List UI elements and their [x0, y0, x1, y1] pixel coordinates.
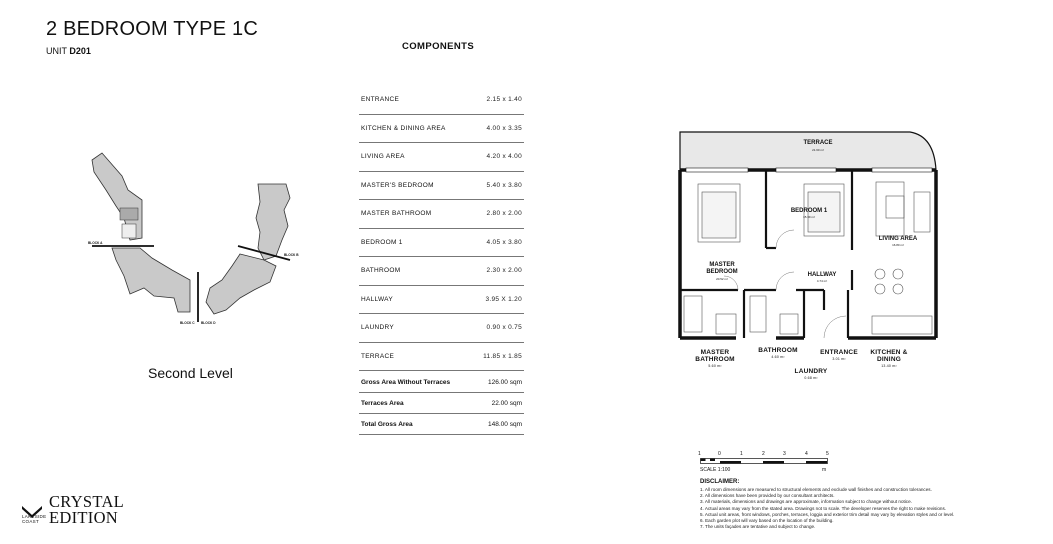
component-size: 2.30 x 2.00 — [469, 257, 524, 286]
window — [872, 168, 932, 172]
table-row — [359, 393, 524, 414]
table-row — [359, 200, 524, 229]
scale-label: SCALE 1:100 — [700, 467, 731, 473]
dining-chair — [875, 284, 885, 294]
component-size: 4.20 x 4.00 — [469, 143, 524, 172]
scale-tick: 5 — [826, 451, 829, 457]
room-label: MASTER — [709, 262, 735, 268]
building-block — [256, 184, 290, 260]
kitchen-counter — [872, 316, 932, 334]
component-name: BATHROOM — [359, 257, 469, 286]
disclaimer-item: 5. Actual unit areas, front windows, porches, terraces, loggia and exterior trim detail may vary by elevation styles and or level. — [700, 511, 955, 517]
component-size: 5.40 x 3.80 — [469, 171, 524, 200]
table-row — [359, 228, 524, 257]
unit-highlight — [122, 224, 136, 238]
room-label-laundry: LAUNDRY 0.68 m² — [794, 368, 828, 380]
component-name: HALLWAY — [359, 285, 469, 314]
disclaimer-item: 6. Each garden plot will vary based on the location of the building. — [700, 518, 834, 524]
room-label: BEDROOM 1 — [790, 208, 828, 214]
door-swing — [776, 272, 794, 290]
unit-label: UNIT — [46, 46, 67, 56]
floor-plan-drawing — [676, 130, 941, 345]
room-label-entrance: ENTRANCE 3.01 m² — [820, 349, 858, 361]
table-row — [359, 114, 524, 143]
component-size: 2.15 x 1.40 — [469, 86, 524, 114]
window — [686, 168, 748, 172]
component-name: LIVING AREA — [359, 143, 469, 172]
scale-tick: 3 — [783, 451, 786, 457]
component-size: 0.90 x 0.75 — [469, 314, 524, 343]
component-name: MASTER BATHROOM — [359, 200, 469, 229]
room-area: 15.39 m² — [803, 215, 815, 219]
areas-table — [359, 372, 524, 435]
component-size: 2.80 x 2.00 — [469, 200, 524, 229]
component-size: 4.00 x 3.35 — [469, 114, 524, 143]
room-label-master-bathroom: MASTER BATHROOM 5.60 m² — [695, 349, 735, 368]
component-name: TERRACE — [359, 342, 469, 371]
room-area: 21.60 m² — [812, 148, 824, 152]
sofa — [876, 182, 904, 236]
block-label: BLOCK A — [88, 241, 103, 245]
components-title: COMPONENTS — [402, 41, 475, 52]
page-title: 2 BEDROOM TYPE 1C — [46, 18, 258, 40]
table-row — [359, 86, 524, 114]
scale-unit: m — [822, 467, 827, 473]
room-area: 20.52 m² — [716, 277, 728, 281]
disclaimer-item: 1. All room dimensions are measured to structural elements and exclude wall finishes and construction tolerances. — [700, 487, 932, 492]
area-name: Terraces Area — [359, 393, 475, 414]
bath-fixture — [716, 314, 736, 334]
room-area: 4.74 m² — [816, 279, 828, 283]
block-label: BLOCK B — [284, 253, 299, 257]
component-size: 11.85 x 1.85 — [469, 342, 524, 371]
room-label-bathroom: BATHROOM 4.60 m² — [758, 347, 798, 359]
terrace-area — [680, 132, 936, 170]
room-label: LIVING AREA — [878, 236, 918, 242]
area-value: 22.00 sqm — [475, 393, 524, 414]
table-row — [359, 342, 524, 371]
room-label: BEDROOM — [706, 269, 738, 275]
scale-tick: 2 — [762, 451, 765, 457]
table-row — [359, 372, 524, 393]
component-name: KITCHEN & DINING AREA — [359, 114, 469, 143]
table-row — [359, 257, 524, 286]
scale-bar — [700, 458, 830, 465]
sofa — [914, 192, 930, 232]
disclaimer-text — [700, 487, 1040, 530]
building-block — [112, 248, 190, 312]
unit-code: D201 — [69, 46, 91, 56]
area-value: 148.00 sqm — [475, 414, 524, 435]
component-size: 3.95 X 1.20 — [469, 285, 524, 314]
room-label: HALLWAY — [807, 272, 837, 278]
dining-chair — [875, 269, 885, 279]
scale-tick: 1 — [740, 451, 743, 457]
room-area: 16.80 m² — [892, 243, 904, 247]
dining-chair — [893, 269, 903, 279]
component-name: BEDROOM 1 — [359, 228, 469, 257]
table-row — [359, 143, 524, 172]
unit-highlight — [120, 208, 138, 220]
components-table — [359, 86, 524, 371]
area-name: Gross Area Without Terraces — [359, 372, 475, 393]
area-value: 126.00 sqm — [475, 372, 524, 393]
component-name: LAUNDRY — [359, 314, 469, 343]
table-row — [359, 414, 524, 435]
unit-line — [46, 46, 91, 56]
component-name: ENTRANCE — [359, 86, 469, 114]
component-name: MASTER'S BEDROOM — [359, 171, 469, 200]
disclaimer-item: 4. Actual areas may vary from the stated area. Drawings not to scale. The developer reserves the right to make revisions. — [700, 505, 947, 511]
door-swing — [824, 316, 846, 338]
door-swing — [776, 230, 794, 248]
disclaimer-title: DISCLAIMER: — [700, 479, 740, 485]
disclaimer-item: 2. All dimensions have been provided by our consultant architects. — [700, 493, 835, 499]
table-row — [359, 171, 524, 200]
bed — [702, 192, 736, 238]
component-size: 4.05 x 3.80 — [469, 228, 524, 257]
table-row — [359, 314, 524, 343]
bath-fixture — [684, 296, 702, 332]
scale-tick: 1 — [698, 451, 701, 457]
scale-tick: 0 — [718, 451, 721, 457]
building-block — [206, 254, 276, 314]
logo-small-text: LAKESIDE COAST — [22, 514, 47, 524]
dining-chair — [893, 284, 903, 294]
scale-tick: 4 — [805, 451, 808, 457]
room-label: TERRACE — [803, 140, 833, 146]
table — [886, 196, 904, 218]
key-plan-drawing — [80, 148, 320, 328]
disclaimer-item: 7. The units façades are tentative and subject to change. — [700, 524, 816, 530]
area-name: Total Gross Area — [359, 414, 475, 435]
room-label-kitchen: KITCHEN & DINING 13.40 m² — [870, 349, 908, 368]
bath-fixture — [750, 296, 766, 332]
logo-wordmark: CRYSTAL EDITION — [49, 492, 125, 527]
table-row — [359, 285, 524, 314]
level-label: Second Level — [148, 365, 233, 381]
disclaimer-item: 3. All materials, dimensions and drawings are approximate, information subject to change without notice. — [700, 499, 912, 505]
window — [776, 168, 836, 172]
block-label: BLOCK C — [180, 321, 195, 325]
bath-fixture — [780, 314, 798, 334]
block-label: BLOCK D — [201, 321, 216, 325]
